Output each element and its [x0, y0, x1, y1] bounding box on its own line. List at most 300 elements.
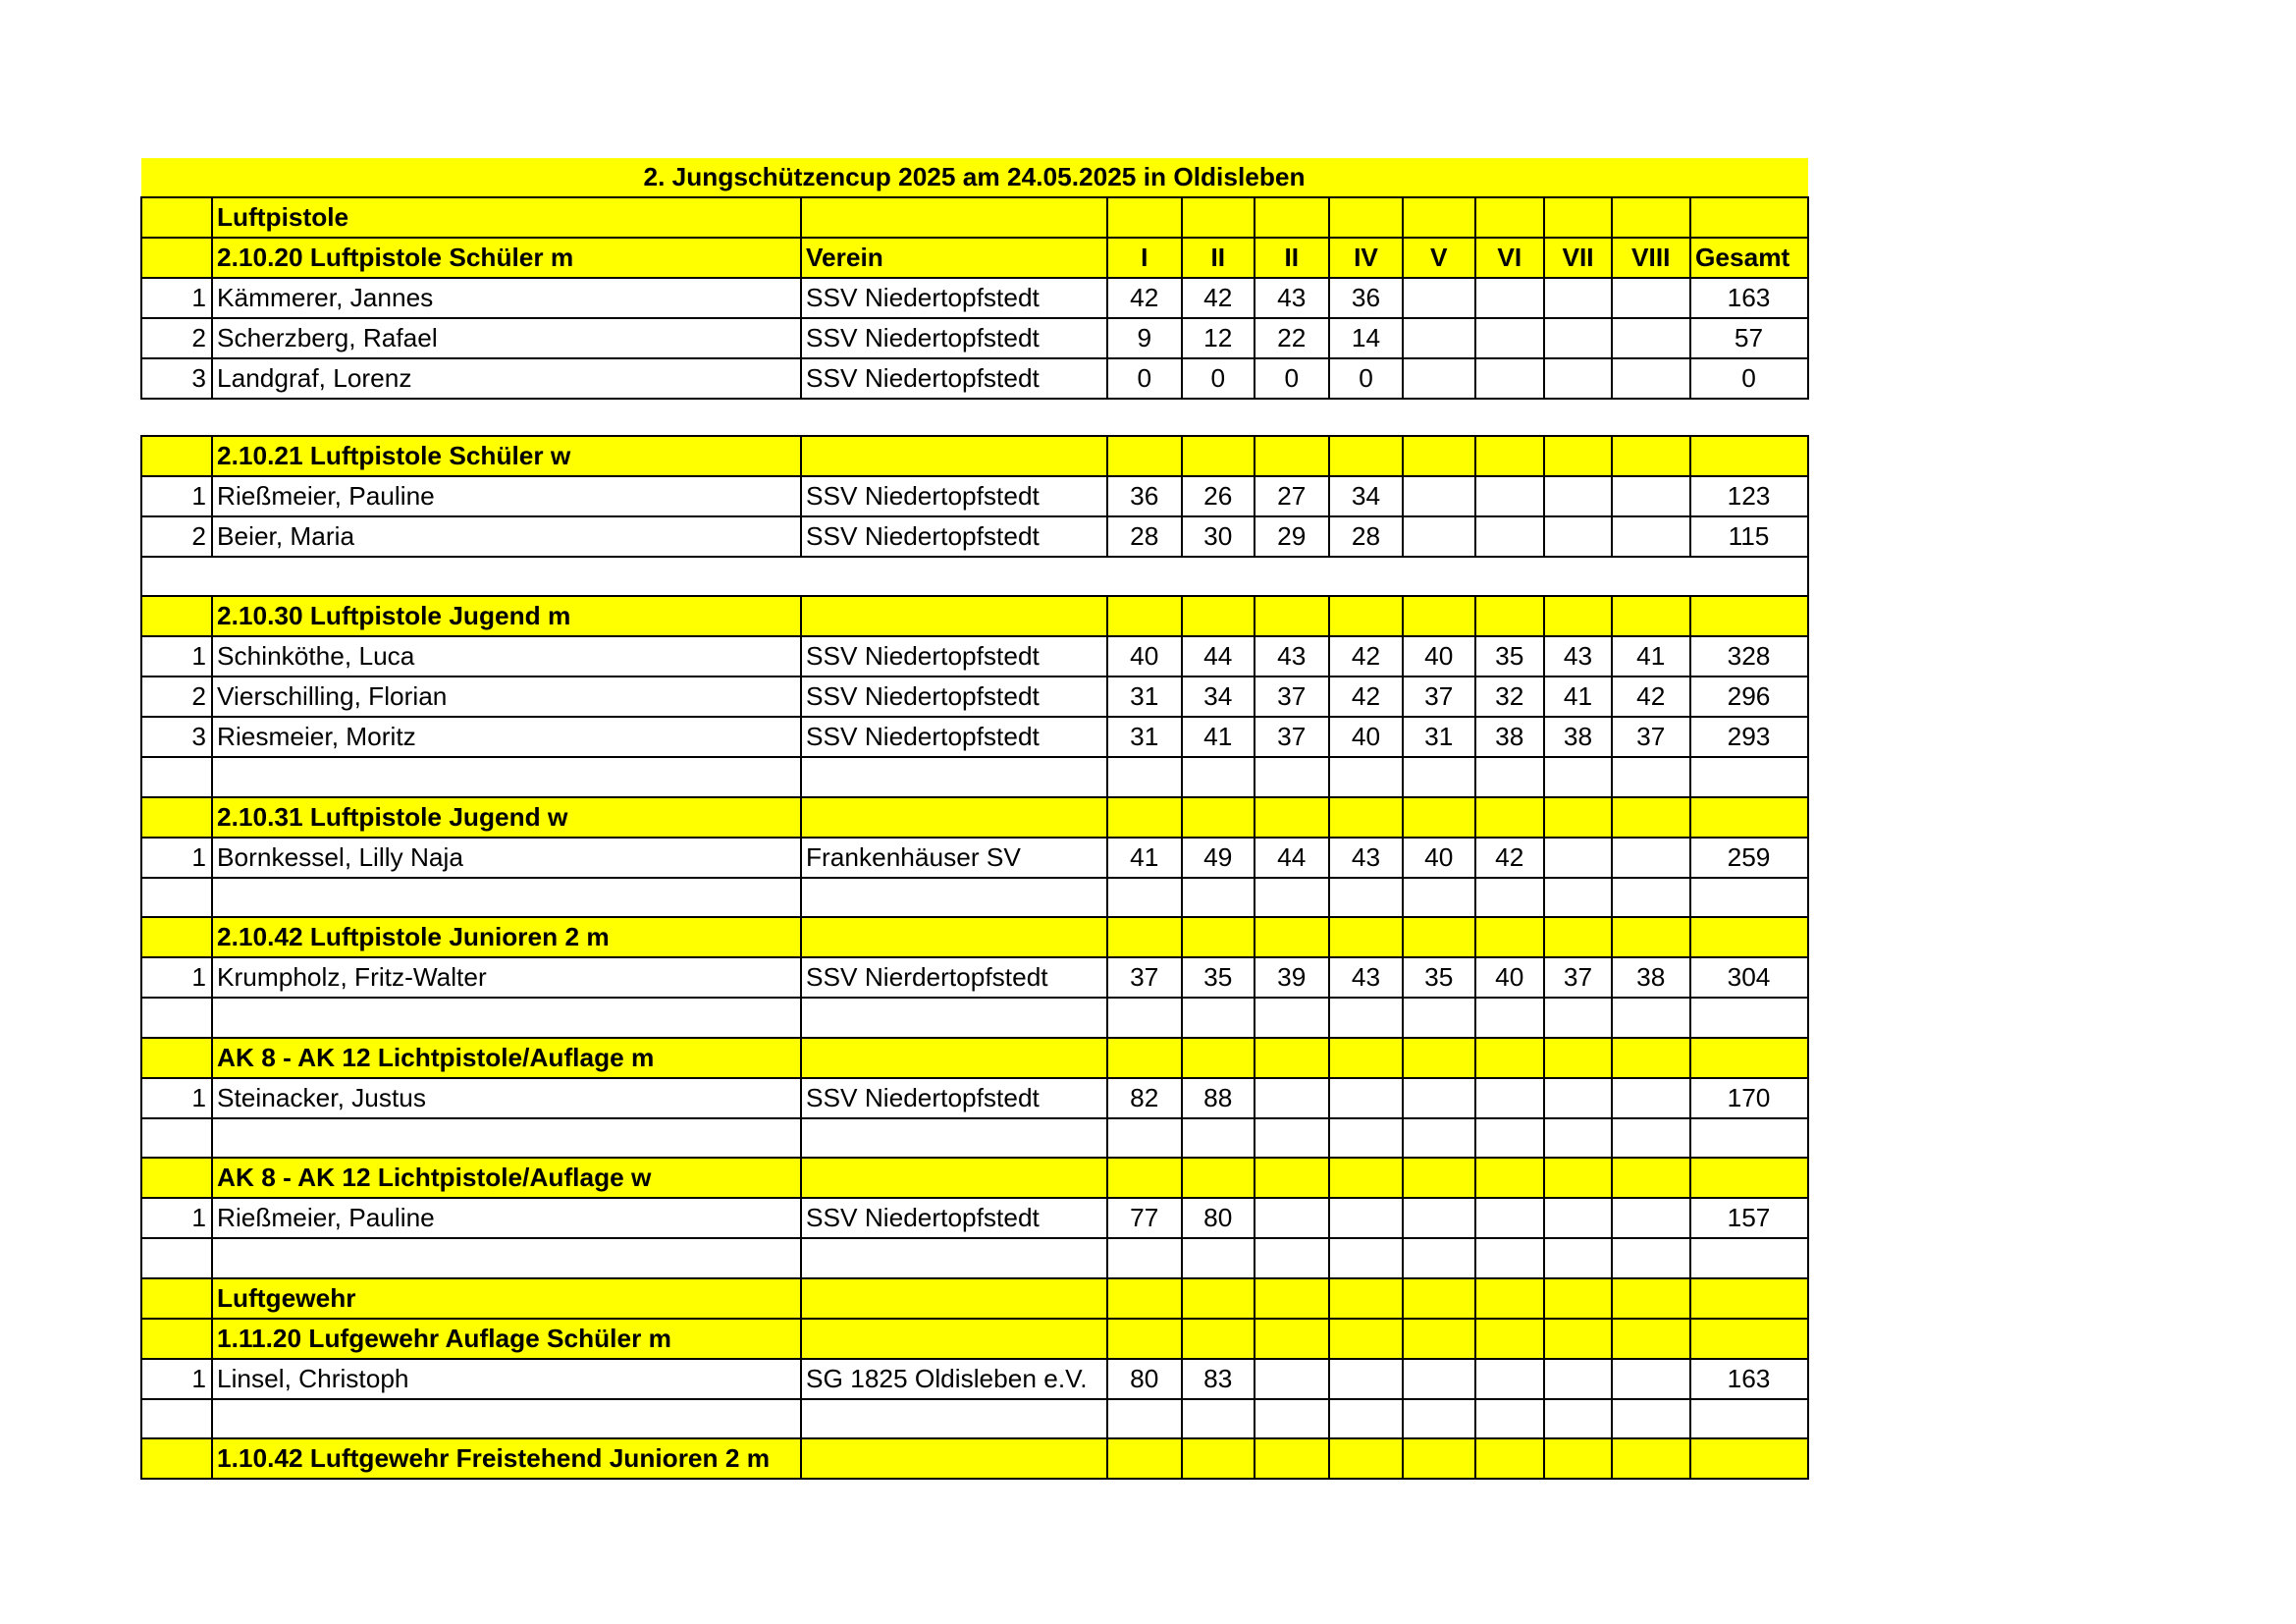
- category-header-row: [141, 1158, 1808, 1198]
- empty-cell: [212, 998, 801, 1038]
- empty-cell: [1690, 1158, 1808, 1198]
- rank-cell: 1: [141, 636, 212, 677]
- shooter-name: Schinköthe, Luca: [212, 636, 801, 677]
- round-score: [1544, 476, 1612, 516]
- total-score: 157: [1690, 1198, 1808, 1238]
- empty-cell: [141, 1278, 212, 1319]
- empty-cell: [1612, 917, 1690, 957]
- rank-cell: 1: [141, 957, 212, 998]
- empty-cell: [1612, 1278, 1690, 1319]
- empty-cell: [1107, 596, 1183, 636]
- column-header-round: VII: [1544, 238, 1612, 278]
- shooter-name: Scherzberg, Rafael: [212, 318, 801, 358]
- round-score: 14: [1329, 318, 1403, 358]
- round-score: 43: [1329, 957, 1403, 998]
- empty-cell: [1544, 1158, 1612, 1198]
- empty-cell: [1107, 1278, 1183, 1319]
- empty-cell: [1544, 1319, 1612, 1359]
- round-score: [1612, 358, 1690, 399]
- round-score: [1475, 358, 1545, 399]
- table-row: [141, 957, 1808, 998]
- empty-cell: [1329, 797, 1403, 838]
- round-score: [1403, 1198, 1475, 1238]
- total-score: 259: [1690, 838, 1808, 878]
- category-header-row: [141, 917, 1808, 957]
- empty-cell: [1612, 1158, 1690, 1198]
- round-score: 0: [1329, 358, 1403, 399]
- empty-cell: [1107, 797, 1183, 838]
- empty-cell: [1255, 1158, 1330, 1198]
- rank-cell: 2: [141, 516, 212, 557]
- round-score: 83: [1182, 1359, 1255, 1399]
- round-score: [1475, 1359, 1545, 1399]
- round-score: 80: [1107, 1359, 1183, 1399]
- club-name: SSV Niedertopfstedt: [801, 677, 1107, 717]
- empty-cell: [801, 1038, 1107, 1078]
- round-score: 31: [1107, 677, 1183, 717]
- spacer-row: [141, 557, 1808, 597]
- round-score: [1475, 516, 1545, 557]
- round-score: [1403, 1359, 1475, 1399]
- empty-cell: [1255, 998, 1330, 1038]
- empty-cell: [801, 1399, 1107, 1439]
- round-score: [1475, 318, 1545, 358]
- empty-cell: [1475, 1399, 1545, 1439]
- empty-cell: [1475, 1319, 1545, 1359]
- total-score: 293: [1690, 717, 1808, 757]
- shooter-name: Rießmeier, Pauline: [212, 1198, 801, 1238]
- empty-cell: [141, 1038, 212, 1078]
- empty-cell: [1329, 1118, 1403, 1159]
- round-score: [1612, 278, 1690, 318]
- empty-cell: [1690, 998, 1808, 1038]
- table-row: [141, 278, 1808, 318]
- empty-cell: [1544, 1438, 1612, 1479]
- round-score: [1544, 1078, 1612, 1118]
- empty-cell: [1182, 1438, 1255, 1479]
- empty-cell: [1107, 1319, 1183, 1359]
- empty-cell: [1182, 596, 1255, 636]
- shooter-name: Landgraf, Lorenz: [212, 358, 801, 399]
- category-header-row: [141, 1038, 1808, 1078]
- empty-cell: [1182, 757, 1255, 797]
- round-score: [1403, 358, 1475, 399]
- rank-cell: 1: [141, 476, 212, 516]
- empty-cell: [1544, 1278, 1612, 1319]
- empty-cell: [1107, 1038, 1183, 1078]
- shooter-name: Beier, Maria: [212, 516, 801, 557]
- empty-cell: [1403, 1038, 1475, 1078]
- column-header-verein: Verein: [801, 238, 1107, 278]
- round-score: 28: [1107, 516, 1183, 557]
- category-title: 1.10.42 Luftgewehr Freistehend Junioren 2 m: [212, 1438, 801, 1479]
- empty-cell: [141, 878, 212, 918]
- empty-cell: [1329, 998, 1403, 1038]
- empty-cell: [1329, 1319, 1403, 1359]
- round-score: [1544, 278, 1612, 318]
- empty-cell: [1182, 1238, 1255, 1278]
- column-header-gesamt: Gesamt: [1690, 238, 1808, 278]
- rank-cell: 2: [141, 318, 212, 358]
- total-score: 328: [1690, 636, 1808, 677]
- round-score: 37: [1612, 717, 1690, 757]
- empty-cell: [1690, 436, 1808, 476]
- round-score: [1475, 1078, 1545, 1118]
- empty-cell: [212, 1399, 801, 1439]
- round-score: 42: [1329, 677, 1403, 717]
- total-score: 170: [1690, 1078, 1808, 1118]
- category-title: 1.11.20 Lufgewehr Auflage Schüler m: [212, 1319, 801, 1359]
- empty-cell: [1544, 596, 1612, 636]
- club-name: SSV Niedertopfstedt: [801, 1198, 1107, 1238]
- empty-cell: [141, 1158, 212, 1198]
- empty-cell: [1612, 1238, 1690, 1278]
- empty-cell: [1475, 1238, 1545, 1278]
- empty-cell: [1690, 878, 1808, 918]
- empty-cell: [1475, 596, 1545, 636]
- round-score: [1612, 1198, 1690, 1238]
- empty-cell: [1544, 757, 1612, 797]
- shooter-name: Vierschilling, Florian: [212, 677, 801, 717]
- empty-cell: [1612, 596, 1690, 636]
- round-score: [1475, 1198, 1545, 1238]
- round-score: 41: [1182, 717, 1255, 757]
- round-score: 31: [1403, 717, 1475, 757]
- category-header-row: [141, 596, 1808, 636]
- round-score: 31: [1107, 717, 1183, 757]
- round-score: 80: [1182, 1198, 1255, 1238]
- spacer-row: [141, 878, 1808, 918]
- round-score: 36: [1329, 278, 1403, 318]
- column-header-round: II: [1255, 238, 1330, 278]
- club-name: SSV Niedertopfstedt: [801, 278, 1107, 318]
- round-score: [1544, 1359, 1612, 1399]
- empty-cell: [1475, 436, 1545, 476]
- empty-cell: [1182, 917, 1255, 957]
- empty-cell: [212, 1238, 801, 1278]
- empty-cell: [801, 878, 1107, 918]
- rank-cell: 3: [141, 358, 212, 399]
- category-title: AK 8 - AK 12 Lichtpistole/Auflage m: [212, 1038, 801, 1078]
- round-score: 37: [1403, 677, 1475, 717]
- empty-cell: [141, 1399, 212, 1439]
- empty-cell: [1544, 436, 1612, 476]
- round-score: [1329, 1078, 1403, 1118]
- empty-cell: [1690, 1118, 1808, 1159]
- total-score: 163: [1690, 1359, 1808, 1399]
- empty-cell: [1403, 1238, 1475, 1278]
- bottom-body: [141, 436, 1808, 1480]
- round-score: 39: [1255, 957, 1330, 998]
- category-title: AK 8 - AK 12 Lichtpistole/Auflage w: [212, 1158, 801, 1198]
- empty-cell: [1475, 917, 1545, 957]
- discipline-label: Luftgewehr: [212, 1278, 801, 1319]
- empty-cell: [1475, 1118, 1545, 1159]
- total-score: 163: [1690, 278, 1808, 318]
- empty-cell: [1107, 1118, 1183, 1159]
- empty-cell: [1403, 1438, 1475, 1479]
- club-name: SSV Niedertopfstedt: [801, 717, 1107, 757]
- round-score: 37: [1255, 717, 1330, 757]
- round-score: 12: [1182, 318, 1255, 358]
- empty-cell: [1612, 998, 1690, 1038]
- table-row: [141, 717, 1808, 757]
- empty-cell: [801, 1438, 1107, 1479]
- category-title: 2.10.42 Luftpistole Junioren 2 m: [212, 917, 801, 957]
- empty-cell: [1690, 1319, 1808, 1359]
- round-score: [1255, 1078, 1330, 1118]
- empty-cell: [1182, 436, 1255, 476]
- round-score: 38: [1475, 717, 1545, 757]
- round-score: [1403, 278, 1475, 318]
- empty-cell: [141, 757, 212, 797]
- club-name: SSV Niedertopfstedt: [801, 636, 1107, 677]
- round-score: 42: [1612, 677, 1690, 717]
- rank-cell: 2: [141, 677, 212, 717]
- empty-cell: [141, 1319, 212, 1359]
- empty-cell: [1544, 917, 1612, 957]
- round-score: [1544, 318, 1612, 358]
- empty-cell: [1107, 998, 1183, 1038]
- category-title: 2.10.21 Luftpistole Schüler w: [212, 436, 801, 476]
- category-header-row: [141, 797, 1808, 838]
- total-score: 123: [1690, 476, 1808, 516]
- spacer-row: [141, 1399, 1808, 1439]
- empty-cell: [1182, 998, 1255, 1038]
- round-score: 29: [1255, 516, 1330, 557]
- empty-cell: [1403, 1319, 1475, 1359]
- empty-cell: [1182, 1038, 1255, 1078]
- rank-cell: 1: [141, 1078, 212, 1118]
- round-score: [1544, 358, 1612, 399]
- total-score: 304: [1690, 957, 1808, 998]
- empty-cell: [1403, 998, 1475, 1038]
- round-score: 0: [1107, 358, 1183, 399]
- empty-cell: [1255, 1438, 1330, 1479]
- column-header-round: IV: [1329, 238, 1403, 278]
- table-row: [141, 1359, 1808, 1399]
- empty-cell: [1403, 1118, 1475, 1159]
- empty-cell: [1182, 878, 1255, 918]
- empty-cell: [1255, 797, 1330, 838]
- shooter-name: Rießmeier, Pauline: [212, 476, 801, 516]
- round-score: [1403, 476, 1475, 516]
- shooter-name: Riesmeier, Moritz: [212, 717, 801, 757]
- empty-cell: [1255, 1278, 1330, 1319]
- club-name: SSV Niedertopfstedt: [801, 358, 1107, 399]
- round-score: 43: [1255, 278, 1330, 318]
- total-score: 57: [1690, 318, 1808, 358]
- empty-cell: [1690, 1238, 1808, 1278]
- empty-cell: [141, 436, 212, 476]
- empty-cell: [1182, 1158, 1255, 1198]
- category-title: 2.10.30 Luftpistole Jugend m: [212, 596, 801, 636]
- category-header-row: [141, 1319, 1808, 1359]
- empty-cell: [1403, 436, 1475, 476]
- empty-cell: [1475, 1038, 1545, 1078]
- column-header-round: VI: [1475, 238, 1545, 278]
- round-score: 35: [1182, 957, 1255, 998]
- empty-cell: [801, 1158, 1107, 1198]
- round-score: 43: [1544, 636, 1612, 677]
- discipline-row: [141, 1278, 1808, 1319]
- round-score: 27: [1255, 476, 1330, 516]
- club-name: SG 1825 Oldisleben e.V.: [801, 1359, 1107, 1399]
- round-score: 37: [1107, 957, 1183, 998]
- category-header-row: [141, 1438, 1808, 1479]
- empty-cell: [1544, 878, 1612, 918]
- empty-cell: [1544, 1399, 1612, 1439]
- round-score: 36: [1107, 476, 1183, 516]
- round-score: 40: [1475, 957, 1545, 998]
- category-title: 2.10.20 Luftpistole Schüler m: [212, 238, 801, 278]
- empty-cell: [1403, 757, 1475, 797]
- round-score: [1329, 1198, 1403, 1238]
- round-score: 34: [1329, 476, 1403, 516]
- round-score: [1403, 318, 1475, 358]
- round-score: 43: [1255, 636, 1330, 677]
- empty-cell: [801, 797, 1107, 838]
- total-score: 0: [1690, 358, 1808, 399]
- round-score: 0: [1255, 358, 1330, 399]
- round-score: [1544, 838, 1612, 878]
- empty-cell: [212, 757, 801, 797]
- empty-cell: [1403, 917, 1475, 957]
- empty-cell: [1612, 757, 1690, 797]
- round-score: [1544, 1198, 1612, 1238]
- round-score: 35: [1403, 957, 1475, 998]
- empty-cell: [1690, 1038, 1808, 1078]
- empty-cell: [1475, 1158, 1545, 1198]
- round-score: 40: [1403, 838, 1475, 878]
- empty-cell: [1475, 1438, 1545, 1479]
- round-score: 40: [1403, 636, 1475, 677]
- round-score: [1612, 838, 1690, 878]
- round-score: [1612, 516, 1690, 557]
- empty-cell: [1107, 1158, 1183, 1198]
- round-score: [1255, 1198, 1330, 1238]
- empty-cell: [1329, 1438, 1403, 1479]
- column-header-round: I: [1107, 238, 1183, 278]
- empty-cell: [1612, 1319, 1690, 1359]
- rank-cell: 1: [141, 838, 212, 878]
- round-score: 42: [1107, 278, 1183, 318]
- spacer-row: [141, 998, 1808, 1038]
- spacer-row: [141, 1118, 1808, 1159]
- empty-cell: [801, 1278, 1107, 1319]
- round-score: [1612, 476, 1690, 516]
- empty-cell: [1182, 1399, 1255, 1439]
- spacer-row: [141, 757, 1808, 797]
- empty-cell: [1403, 1158, 1475, 1198]
- empty-cell: [1255, 1238, 1330, 1278]
- round-score: 49: [1182, 838, 1255, 878]
- empty-cell: [1475, 998, 1545, 1038]
- empty-cell: [1612, 1399, 1690, 1439]
- table-row: [141, 636, 1808, 677]
- discipline-label: Luftpistole: [212, 197, 801, 238]
- empty-cell: [1255, 436, 1330, 476]
- round-score: 22: [1255, 318, 1330, 358]
- empty-cell: [141, 1238, 212, 1278]
- empty-cell: [1475, 1278, 1545, 1319]
- round-score: [1403, 1078, 1475, 1118]
- empty-cell: [1329, 1238, 1403, 1278]
- total-score: 115: [1690, 516, 1808, 557]
- empty-cell: [141, 917, 212, 957]
- empty-cell: [1690, 797, 1808, 838]
- empty-cell: [801, 1118, 1107, 1159]
- table-row: [141, 1078, 1808, 1118]
- empty-cell: [1182, 1319, 1255, 1359]
- empty-cell: [1544, 1038, 1612, 1078]
- empty-cell: [141, 1118, 212, 1159]
- discipline-row: [141, 197, 1808, 238]
- round-score: [1544, 516, 1612, 557]
- empty-cell: [1403, 797, 1475, 838]
- rank-cell: 1: [141, 1359, 212, 1399]
- round-score: 43: [1329, 838, 1403, 878]
- empty-cell: [1255, 878, 1330, 918]
- round-score: [1475, 476, 1545, 516]
- round-score: 37: [1544, 957, 1612, 998]
- round-score: 32: [1475, 677, 1545, 717]
- club-name: SSV Niedertopfstedt: [801, 476, 1107, 516]
- total-score: 296: [1690, 677, 1808, 717]
- round-score: [1612, 1359, 1690, 1399]
- page-title: 2. Jungschützencup 2025 am 24.05.2025 in Oldisleben: [141, 158, 1808, 198]
- club-name: SSV Niedertopfstedt: [801, 516, 1107, 557]
- club-name: SSV Niedertopfstedt: [801, 1078, 1107, 1118]
- table-row: [141, 516, 1808, 557]
- round-score: [1329, 1359, 1403, 1399]
- results-table-top: [140, 158, 1809, 401]
- empty-cell: [1107, 878, 1183, 918]
- round-score: 77: [1107, 1198, 1183, 1238]
- empty-cell: [212, 1118, 801, 1159]
- table-row: [141, 358, 1808, 399]
- column-header-round: VIII: [1612, 238, 1690, 278]
- club-name: SSV Nierdertopfstedt: [801, 957, 1107, 998]
- empty-cell: [801, 596, 1107, 636]
- round-score: 30: [1182, 516, 1255, 557]
- rank-cell: 3: [141, 717, 212, 757]
- empty-cell: [1612, 878, 1690, 918]
- empty-cell: [1403, 1278, 1475, 1319]
- empty-cell: [1329, 1399, 1403, 1439]
- category-header-row: [141, 436, 1808, 476]
- table-row: [141, 677, 1808, 717]
- empty-cell: [801, 436, 1107, 476]
- round-score: 41: [1544, 677, 1612, 717]
- empty-cell: [1107, 917, 1183, 957]
- empty-cell: [141, 797, 212, 838]
- empty-cell: [1329, 757, 1403, 797]
- empty-cell: [1255, 1399, 1330, 1439]
- empty-cell: [801, 917, 1107, 957]
- empty-cell: [801, 1319, 1107, 1359]
- empty-cell: [1612, 1118, 1690, 1159]
- empty-cell: [1403, 878, 1475, 918]
- empty-cell: [141, 557, 1808, 597]
- round-score: [1403, 516, 1475, 557]
- header-row: [141, 238, 1808, 278]
- empty-cell: [1255, 757, 1330, 797]
- round-score: 37: [1255, 677, 1330, 717]
- shooter-name: Linsel, Christoph: [212, 1359, 801, 1399]
- empty-cell: [1403, 1399, 1475, 1439]
- empty-cell: [1475, 797, 1545, 838]
